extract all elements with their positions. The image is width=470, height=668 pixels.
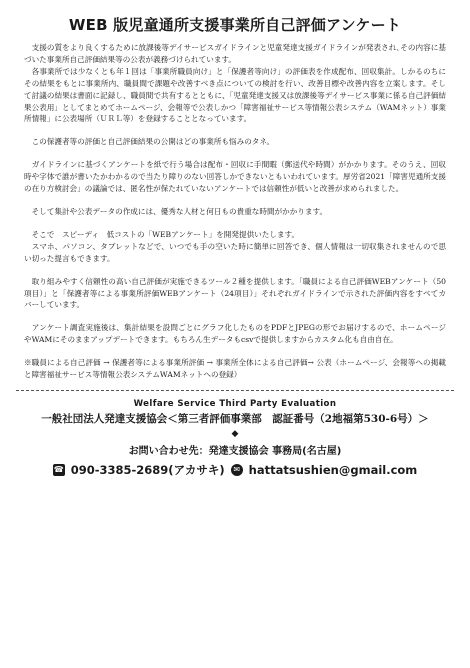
diamond-ornament: ◆ <box>231 428 239 439</box>
cost-paragraph: そして集計や公表データの作成には、優秀な人材と何日もの貴重な時間がかかります。 <box>24 206 328 216</box>
offer-paragraph-2: スマホ、パソコン、タブレットなどで、いつでも手の空いた時に簡単に回答でき、個人情報は一切収集されませんので思い切った提言もできます。 <box>24 241 446 263</box>
contact-label: お問い合わせ先：発達支援協会 事務局(名古屋) <box>128 445 342 457</box>
email-address[interactable]: hattatsushien@gmail.com <box>248 462 418 477</box>
organization-name: 一般社団法人発達支援協会＜第三者評価事業部 認証番号（2地福第530-6号）＞ <box>41 412 429 425</box>
results-paragraph: アンケート調査実施後は、集計結果を設問ごとにグラフ化したものをPDFとJPEGの形でお届けするので、ホームページやWAMにそのままアップデートできます。もちろん生データもcsvで提供しますからカスタム化も自由自在。 <box>24 323 446 345</box>
worry-paragraph: この保護者等の評価と自己評価結果の公開はどの事業所も悩みのタネ。 <box>24 137 275 147</box>
paper-survey-paragraph: ガイドラインに基づくアンケートを紙で行う場合は配布・回収に手間暇（郵送代や時間）がかかります。そのうえ、回収時や字体で誰が書いたかわかるので当たり障りのない回答しかできないともいわれています。厚労省2021「障害児通所支援の在り方検討会」の議論では、匿名性が保たれていないアンケートでは信頼性が低いと改善が求められました。 <box>24 160 446 194</box>
offer-paragraph-1: そこで スピーディ 低コストの「WEBアンケート」を開発提供いたします。 <box>24 229 300 239</box>
email-icon: ✉ <box>231 464 243 476</box>
contact-details <box>24 462 446 478</box>
process-note: ※職員による自己評価 → 保護者等による事業所評価 → 事業所全体による自己評価→ 公表（ホームページ、会報等への掲載と障害福祉サービス等情報公表システムWAMネットへの登録） <box>24 358 446 380</box>
english-tagline: Welfare Service Third Party Evaluation <box>133 398 337 409</box>
phone-number[interactable]: 090-3385-2689(アカサキ) <box>70 462 225 477</box>
dashed-divider <box>16 390 454 391</box>
footer <box>24 399 446 478</box>
phone-icon: ☎ <box>53 465 64 475</box>
intro-paragraph-2: 各事業所では少なくとも年１回は「事業所職員向け」と「保護者等向け」の評価表を作成配布、回収集計。しかるのちにその結果をもとに事業所内、職員間で課題や改善すべき点についての検討を行い、改善目標や改善内容を立案します。そして討議の結果は書面に記録し、職員間で共有するとともに、「児童発達支援又は放課後等デイサービス事業に係る自己評価結果公表用」としてまとめてホームページ、会報等で公表しかつ「障害福祉サービス等情報公表システム（WAMネット）事業所情報」に公表場所（ＵＲＬ等）を登録することとなっています。 <box>24 66 446 124</box>
page-title: WEB 版児童通所支援事業所自己評価アンケート <box>68 16 402 34</box>
tools-paragraph: 取り組みやすく信頼性の高い自己評価が実施できるツール２種を提供します。「職員による自己評価WEBアンケート（50項目）」と「保護者等による事業所評価WEBアンケート（24項目）」それぞれガイドラインで示された評価内容をすべてカバーしています。 <box>24 276 446 310</box>
intro-paragraph-1: 支援の質をより良くするために放課後等デイサービスガイドラインと児童発達支援ガイドラインが発表され､その内容に基づいた事業所自己評価結果等の公表が義務づけられています。 <box>24 43 446 64</box>
body-text <box>24 42 446 381</box>
